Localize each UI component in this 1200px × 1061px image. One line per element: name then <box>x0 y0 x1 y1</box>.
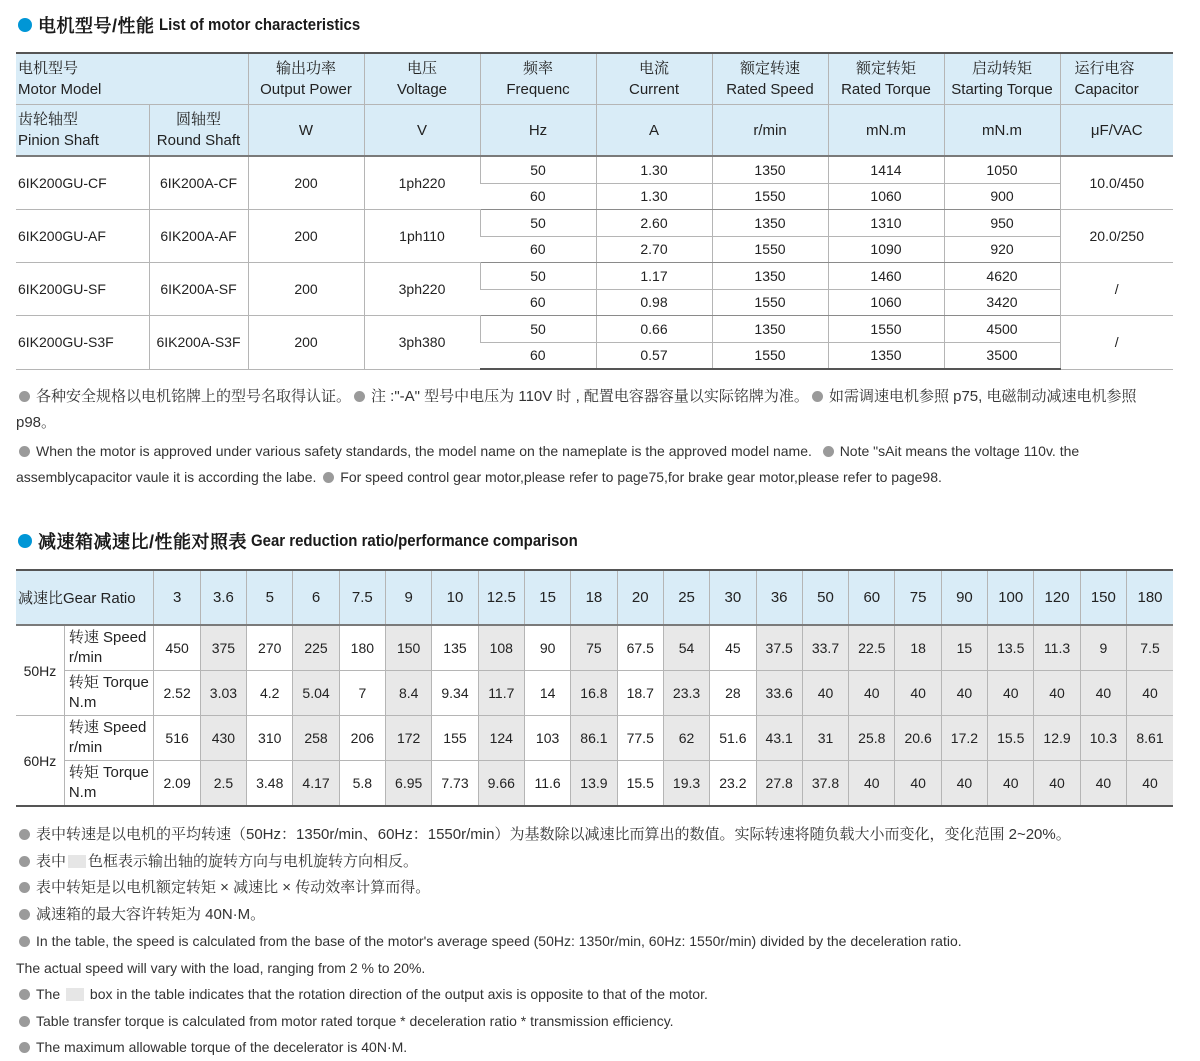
torque-value-cell: 40 <box>895 671 941 716</box>
torque-value-cell: 14 <box>524 671 570 716</box>
bullet-icon <box>19 446 30 457</box>
ratio-header-cell: 10 <box>432 570 478 625</box>
speed-label: 转速 Speed r/min <box>64 716 154 761</box>
speed-value-cell: 258 <box>293 716 339 761</box>
torque-value-cell: 27.8 <box>756 761 802 807</box>
shade-box-icon <box>68 855 86 868</box>
ratio-header-cell: 36 <box>756 570 802 625</box>
gear-ratio-table <box>16 569 1173 807</box>
bullet-icon <box>19 1042 30 1053</box>
speed-value-cell: 15.5 <box>988 716 1034 761</box>
start-cell: 920 <box>944 236 1060 263</box>
ratio-header-cell: 18 <box>571 570 617 625</box>
ratio-header-cell: 50 <box>802 570 848 625</box>
speed-cell: 1550 <box>712 183 828 210</box>
torque-value-cell: 18.7 <box>617 671 663 716</box>
unit-v: V <box>364 105 480 157</box>
speed-value-cell: 15 <box>941 625 987 671</box>
current-cell: 1.30 <box>596 156 712 183</box>
ratio-header-cell: 15 <box>524 570 570 625</box>
speed-value-cell: 12.9 <box>1034 716 1080 761</box>
voltage-cell: 3ph380 <box>364 316 480 370</box>
speed-value-cell: 9 <box>1080 625 1126 671</box>
start-cell: 4500 <box>944 316 1060 343</box>
freq-cell: 60 <box>480 236 596 263</box>
start-cell: 3500 <box>944 342 1060 369</box>
unit-rpm: r/min <box>712 105 828 157</box>
bullet-icon <box>823 446 834 457</box>
speed-value-cell: 7.5 <box>1127 625 1173 671</box>
speed-value-cell: 54 <box>663 625 709 671</box>
freq-cell: 50 <box>480 316 596 343</box>
speed-label: 转速 Speed r/min <box>64 625 154 671</box>
bullet-icon <box>19 936 30 947</box>
torque-cell: 1550 <box>828 316 944 343</box>
unit-mnm-start: mN.m <box>944 105 1060 157</box>
voltage-cell: 3ph220 <box>364 263 480 316</box>
header-rated-speed: 额定转速 Rated Speed <box>712 53 828 105</box>
torque-cell: 1310 <box>828 210 944 237</box>
torque-value-cell: 9.66 <box>478 761 524 807</box>
torque-value-cell: 16.8 <box>571 671 617 716</box>
ratio-header-cell: 12.5 <box>478 570 524 625</box>
table-row <box>16 210 1173 237</box>
table-row <box>16 671 1173 716</box>
ratio-header-cell: 30 <box>710 570 756 625</box>
section1-title <box>18 12 387 38</box>
header-rated-torque: 额定转矩 Rated Torque <box>828 53 944 105</box>
ratio-header-cell: 9 <box>386 570 432 625</box>
torque-value-cell: 3.03 <box>200 671 246 716</box>
section1-title-cn: 电机型号/性能 <box>38 16 155 36</box>
torque-value-cell: 7 <box>339 671 385 716</box>
speed-value-cell: 22.5 <box>849 625 895 671</box>
torque-value-cell: 40 <box>1080 761 1126 807</box>
freq-cell: 50 <box>480 156 596 183</box>
freq-cell: 60 <box>480 289 596 316</box>
bullet-icon <box>323 472 334 483</box>
header-output-power: 输出功率 Output Power <box>248 53 364 105</box>
speed-value-cell: 206 <box>339 716 385 761</box>
torque-value-cell: 15.5 <box>617 761 663 807</box>
capacitor-cell: / <box>1060 263 1173 316</box>
section1-notes: 各种安全规格以电机铭牌上的型号名取得认证。 注 :"-A" 型号中电压为 110V 时 , 配置电容器容量以实际铭牌为准。 如需调速电机参照 p75, 电磁制动减速电机参照 p98。 When the motor is approved under various safety standards, the model name on the nameplate is the approved model name. Note "sAit means the voltage 110v. the assemblycapacitor vaule it is according the labe. For speed control gear motor,please refer to page75,for brake gear motor,please refer to page98. <box>16 388 1137 485</box>
speed-value-cell: 86.1 <box>571 716 617 761</box>
header-voltage: 电压 Voltage <box>364 53 480 105</box>
torque-value-cell: 6.95 <box>386 761 432 807</box>
freq-cell: 50 <box>480 210 596 237</box>
speed-value-cell: 10.3 <box>1080 716 1126 761</box>
section2-notes: 表中转速是以电机的平均转速（50Hz：1350r/min、60Hz：1550r/min）为基数除以减速比而算出的数值。实际转速将随负载大小而变化，变化范围 2~20%。 表中 色框表示输出轴的旋转方向与电机旋转方向相反。 表中转矩是以电机额定转矩 × 减速比 × 传动效率计算而得。 减速箱的最大容许转矩为 40N·M。 In the table, the speed is calculated from the base of the motor's average speed (50Hz: 1350r/min, 60Hz: 1550r/min) divided by the deceleration ratio. The actual speed will vary with the load, ranging from 2 % to 20%. The box in the table indicates that the rotation direction of the output axis is opposite to that of the motor. Table transfer torque is calculated from motor rated torque * deceleration ratio * transmission efficiency. The maximum allowable torque of the decelerator is 40N·M. <box>16 826 1071 1055</box>
capacitor-cell: 10.0/450 <box>1060 156 1173 210</box>
speed-value-cell: 450 <box>154 625 200 671</box>
speed-value-cell: 62 <box>663 716 709 761</box>
header-capacitor: 运行电容 Capacitor <box>1060 53 1173 105</box>
torque-value-cell: 40 <box>802 671 848 716</box>
start-cell: 950 <box>944 210 1060 237</box>
ratio-header-cell: 25 <box>663 570 709 625</box>
power-cell: 200 <box>248 210 364 263</box>
header-starting-torque: 启动转矩 Starting Torque <box>944 53 1060 105</box>
bullet-icon <box>812 391 823 402</box>
unit-mnm: mN.m <box>828 105 944 157</box>
start-cell: 900 <box>944 183 1060 210</box>
speed-value-cell: 45 <box>710 625 756 671</box>
unit-capacitor: μF/VAC <box>1060 105 1173 157</box>
section2-title-en: Gear reduction ratio/performance comparison <box>251 531 578 550</box>
ratio-header-cell: 150 <box>1080 570 1126 625</box>
voltage-cell: 1ph110 <box>364 210 480 263</box>
ratio-header-cell: 20 <box>617 570 663 625</box>
round-model-cell: 6IK200A-CF <box>149 156 248 210</box>
speed-value-cell: 225 <box>293 625 339 671</box>
frequency-label: 60Hz <box>16 716 64 807</box>
pinion-model-cell: 6IK200GU-SF <box>16 263 149 316</box>
speed-value-cell: 180 <box>339 625 385 671</box>
current-cell: 2.60 <box>596 210 712 237</box>
freq-cell: 60 <box>480 342 596 369</box>
torque-value-cell: 4.17 <box>293 761 339 807</box>
round-model-cell: 6IK200A-S3F <box>149 316 248 370</box>
torque-value-cell: 40 <box>849 761 895 807</box>
current-cell: 1.30 <box>596 183 712 210</box>
speed-value-cell: 430 <box>200 716 246 761</box>
bullet-dot-icon <box>18 534 32 548</box>
start-cell: 4620 <box>944 263 1060 290</box>
torque-value-cell: 3.48 <box>247 761 293 807</box>
torque-value-cell: 40 <box>1034 761 1080 807</box>
speed-value-cell: 270 <box>247 625 293 671</box>
unit-hz: Hz <box>480 105 596 157</box>
torque-value-cell: 40 <box>895 761 941 807</box>
table-row <box>16 625 1173 671</box>
speed-value-cell: 108 <box>478 625 524 671</box>
ratio-header-cell: 120 <box>1034 570 1080 625</box>
ratio-header-cell: 60 <box>849 570 895 625</box>
speed-value-cell: 75 <box>571 625 617 671</box>
ratio-header-cell: 3 <box>154 570 200 625</box>
torque-value-cell: 23.3 <box>663 671 709 716</box>
header-round-shaft: 圆轴型 Round Shaft <box>149 105 248 157</box>
speed-value-cell: 11.3 <box>1034 625 1080 671</box>
freq-cell: 50 <box>480 263 596 290</box>
speed-value-cell: 17.2 <box>941 716 987 761</box>
bullet-icon <box>19 391 30 402</box>
speed-value-cell: 124 <box>478 716 524 761</box>
torque-value-cell: 40 <box>988 671 1034 716</box>
speed-value-cell: 18 <box>895 625 941 671</box>
speed-value-cell: 25.8 <box>849 716 895 761</box>
torque-value-cell: 40 <box>1127 671 1173 716</box>
unit-w: W <box>248 105 364 157</box>
round-model-cell: 6IK200A-AF <box>149 210 248 263</box>
torque-value-cell: 40 <box>941 671 987 716</box>
torque-value-cell: 2.5 <box>200 761 246 807</box>
section2-title-cn: 减速箱减速比/性能对照表 <box>38 532 247 552</box>
torque-value-cell: 4.2 <box>247 671 293 716</box>
torque-value-cell: 13.9 <box>571 761 617 807</box>
torque-value-cell: 19.3 <box>663 761 709 807</box>
frequency-label: 50Hz <box>16 625 64 716</box>
speed-cell: 1550 <box>712 289 828 316</box>
torque-value-cell: 11.6 <box>524 761 570 807</box>
torque-value-cell: 33.6 <box>756 671 802 716</box>
ratio-header-cell: 6 <box>293 570 339 625</box>
bullet-icon <box>19 1016 30 1027</box>
section2-title <box>18 528 622 554</box>
header-pinion-shaft: 齿轮轴型 Pinion Shaft <box>16 105 149 157</box>
power-cell: 200 <box>248 316 364 370</box>
power-cell: 200 <box>248 156 364 210</box>
speed-value-cell: 135 <box>432 625 478 671</box>
ratio-header-cell: 7.5 <box>339 570 385 625</box>
speed-value-cell: 67.5 <box>617 625 663 671</box>
speed-cell: 1550 <box>712 342 828 369</box>
torque-cell: 1350 <box>828 342 944 369</box>
pinion-model-cell: 6IK200GU-AF <box>16 210 149 263</box>
header-gear-ratio: 减速比Gear Ratio <box>16 570 154 625</box>
start-cell: 3420 <box>944 289 1060 316</box>
speed-value-cell: 310 <box>247 716 293 761</box>
torque-label: 转矩 Torque N.m <box>64 671 154 716</box>
current-cell: 2.70 <box>596 236 712 263</box>
round-model-cell: 6IK200A-SF <box>149 263 248 316</box>
power-cell: 200 <box>248 263 364 316</box>
table-row <box>16 761 1173 807</box>
torque-value-cell: 40 <box>1034 671 1080 716</box>
ratio-header-cell: 5 <box>247 570 293 625</box>
speed-value-cell: 8.61 <box>1127 716 1173 761</box>
pinion-model-cell: 6IK200GU-S3F <box>16 316 149 370</box>
header-motor-model: 电机型号 Motor Model <box>16 53 248 105</box>
speed-value-cell: 103 <box>524 716 570 761</box>
torque-value-cell: 40 <box>941 761 987 807</box>
speed-cell: 1350 <box>712 316 828 343</box>
speed-value-cell: 31 <box>802 716 848 761</box>
bullet-icon <box>354 391 365 402</box>
table-row <box>16 156 1173 183</box>
torque-cell: 1060 <box>828 183 944 210</box>
torque-value-cell: 11.7 <box>478 671 524 716</box>
torque-value-cell: 9.34 <box>432 671 478 716</box>
pinion-model-cell: 6IK200GU-CF <box>16 156 149 210</box>
speed-value-cell: 37.5 <box>756 625 802 671</box>
ratio-header-cell: 90 <box>941 570 987 625</box>
capacitor-cell: / <box>1060 316 1173 370</box>
torque-value-cell: 2.52 <box>154 671 200 716</box>
speed-value-cell: 90 <box>524 625 570 671</box>
torque-label: 转矩 Torque N.m <box>64 761 154 807</box>
current-cell: 0.98 <box>596 289 712 316</box>
current-cell: 1.17 <box>596 263 712 290</box>
speed-value-cell: 51.6 <box>710 716 756 761</box>
ratio-header-cell: 75 <box>895 570 941 625</box>
torque-cell: 1460 <box>828 263 944 290</box>
speed-cell: 1350 <box>712 263 828 290</box>
capacitor-cell: 20.0/250 <box>1060 210 1173 263</box>
torque-value-cell: 7.73 <box>432 761 478 807</box>
speed-value-cell: 172 <box>386 716 432 761</box>
table-row <box>16 263 1173 290</box>
header-frequency: 频率 Frequenc <box>480 53 596 105</box>
torque-value-cell: 5.8 <box>339 761 385 807</box>
speed-cell: 1350 <box>712 156 828 183</box>
speed-value-cell: 33.7 <box>802 625 848 671</box>
bullet-icon <box>19 856 30 867</box>
voltage-cell: 1ph220 <box>364 156 480 210</box>
torque-value-cell: 2.09 <box>154 761 200 807</box>
speed-cell: 1550 <box>712 236 828 263</box>
torque-value-cell: 40 <box>988 761 1034 807</box>
torque-value-cell: 5.04 <box>293 671 339 716</box>
table-row <box>16 316 1173 343</box>
freq-cell: 60 <box>480 183 596 210</box>
torque-cell: 1060 <box>828 289 944 316</box>
speed-value-cell: 77.5 <box>617 716 663 761</box>
ratio-header-cell: 100 <box>988 570 1034 625</box>
speed-value-cell: 375 <box>200 625 246 671</box>
shade-box-icon <box>66 988 84 1001</box>
ratio-header-cell: 3.6 <box>200 570 246 625</box>
section1-title-en: List of motor characteristics <box>158 15 360 34</box>
bullet-icon <box>19 829 30 840</box>
speed-value-cell: 155 <box>432 716 478 761</box>
bullet-icon <box>19 909 30 920</box>
speed-cell: 1350 <box>712 210 828 237</box>
torque-cell: 1414 <box>828 156 944 183</box>
current-cell: 0.66 <box>596 316 712 343</box>
torque-value-cell: 8.4 <box>386 671 432 716</box>
start-cell: 1050 <box>944 156 1060 183</box>
bullet-icon <box>19 882 30 893</box>
bullet-icon <box>19 989 30 1000</box>
speed-value-cell: 150 <box>386 625 432 671</box>
torque-value-cell: 40 <box>1127 761 1173 807</box>
motor-characteristics-table <box>16 52 1173 370</box>
speed-value-cell: 13.5 <box>988 625 1034 671</box>
torque-value-cell: 40 <box>1080 671 1126 716</box>
speed-value-cell: 516 <box>154 716 200 761</box>
torque-value-cell: 28 <box>710 671 756 716</box>
torque-value-cell: 37.8 <box>802 761 848 807</box>
current-cell: 0.57 <box>596 342 712 369</box>
speed-value-cell: 43.1 <box>756 716 802 761</box>
torque-value-cell: 23.2 <box>710 761 756 807</box>
torque-cell: 1090 <box>828 236 944 263</box>
torque-value-cell: 40 <box>849 671 895 716</box>
ratio-header-cell: 180 <box>1127 570 1173 625</box>
unit-a: A <box>596 105 712 157</box>
header-current: 电流 Current <box>596 53 712 105</box>
bullet-dot-icon <box>18 18 32 32</box>
speed-value-cell: 20.6 <box>895 716 941 761</box>
table-row <box>16 716 1173 761</box>
